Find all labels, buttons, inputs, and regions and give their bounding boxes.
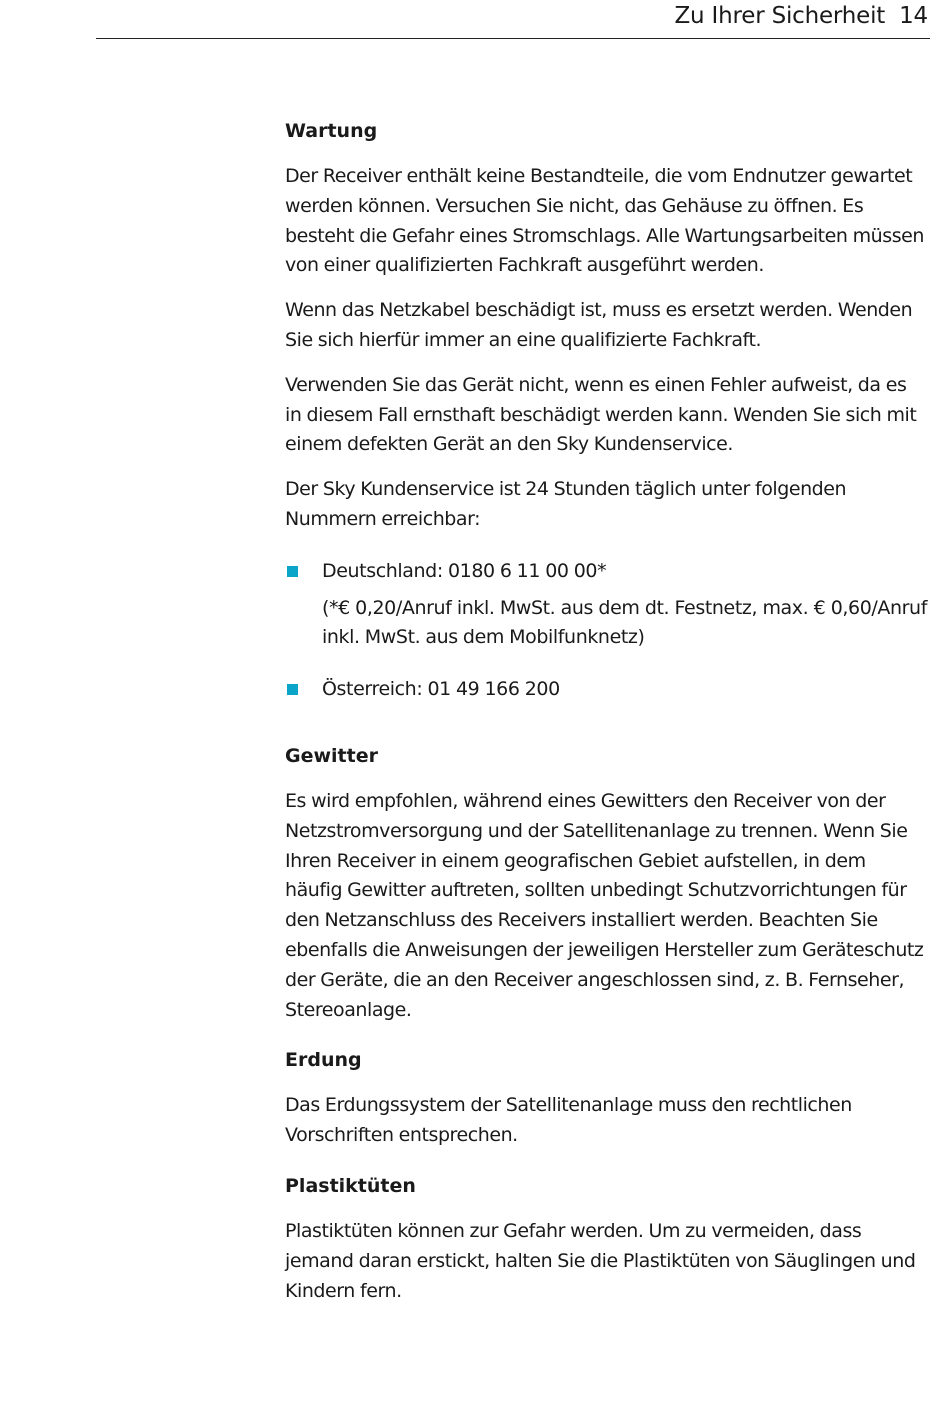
paragraph: Das Erdungssystem der Satellitenanlage muss den rechtlichen Vorschriften entsprechen. — [285, 1094, 852, 1147]
hotline-list — [285, 557, 927, 705]
page-content — [285, 116, 927, 1306]
paragraph: Verwenden Sie das Gerät nicht, wenn es einen Fehler aufweist, da es in diesem Fall ernsthaft beschädigt werden kann. Wenden Sie sich mit einem defekten Gerät an den Sky Kundenservice. — [285, 373, 917, 456]
square-bullet-icon — [287, 566, 298, 577]
heading-plastiktueten: Plastiktüten — [285, 1174, 416, 1197]
section-erdung — [285, 1045, 927, 1151]
page-header — [96, 0, 930, 39]
heading-erdung: Erdung — [285, 1049, 362, 1072]
paragraph: Plastiktüten können zur Gefahr werden. Um zu vermeiden, dass jemand daran erstickt, halten Sie die Plastiktüten von Säuglingen und Kindern fern. — [285, 1219, 916, 1302]
section-plastiktueten — [285, 1171, 927, 1306]
section-wartung — [285, 116, 927, 705]
list-item — [285, 557, 927, 653]
heading-wartung: Wartung — [285, 120, 378, 142]
heading-gewitter: Gewitter — [285, 744, 378, 767]
hotline-austria: Österreich: 01 49 166 200 — [322, 678, 560, 701]
square-bullet-icon — [287, 684, 298, 695]
paragraph: Der Receiver enthält keine Bestandteile, die vom Endnutzer gewartet werden können. Versuchen Sie nicht, das Gehäuse zu öffnen. Es besteht die Gefahr eines Stromschlags. Alle Wartungsarbeiten müssen von einer qualifizierten Fachkraft ausgeführt werden. — [285, 165, 924, 277]
list-item — [285, 675, 927, 705]
paragraph: Wenn das Netzkabel beschädigt ist, muss es ersetzt werden. Wenden Sie sich hierfür immer an eine qualifizierte Fachkraft. — [285, 299, 913, 351]
paragraph: Der Sky Kundenservice ist 24 Stunden täglich unter folgenden Nummern erreichbar: — [285, 478, 847, 530]
section-gewitter — [285, 741, 927, 1025]
hotline-germany-note: (*€ 0,20/Anruf inkl. MwSt. aus dem dt. Festnetz, max. € 0,60/Anruf inkl. MwSt. aus dem Mobilfunknetz) — [322, 596, 927, 649]
header-text — [675, 3, 929, 29]
chapter-title: Zu Ihrer Sicherheit — [674, 3, 886, 29]
paragraph: Es wird empfohlen, während eines Gewitters den Receiver von der Netzstromversorgung und der Satellitenanlage zu trennen. Wenn Sie Ihren Receiver in einem geografischen Gebiet aufstellen, in dem häufig Gewitter auftreten, sollten unbedingt Schutzvorrichtungen für den Netzanschluss des Receivers installiert werden. Beachten Sie ebenfalls die Anweisungen der jeweiligen Hersteller zum Geräteschutz der Geräte, die an den Receiver angeschlossen sind, z. B. Fernseher, Stereoanlage. — [285, 789, 924, 1021]
hotline-germany: Deutschland: 0180 6 11 00 00* — [322, 559, 607, 582]
page-number: 14 — [899, 3, 928, 29]
